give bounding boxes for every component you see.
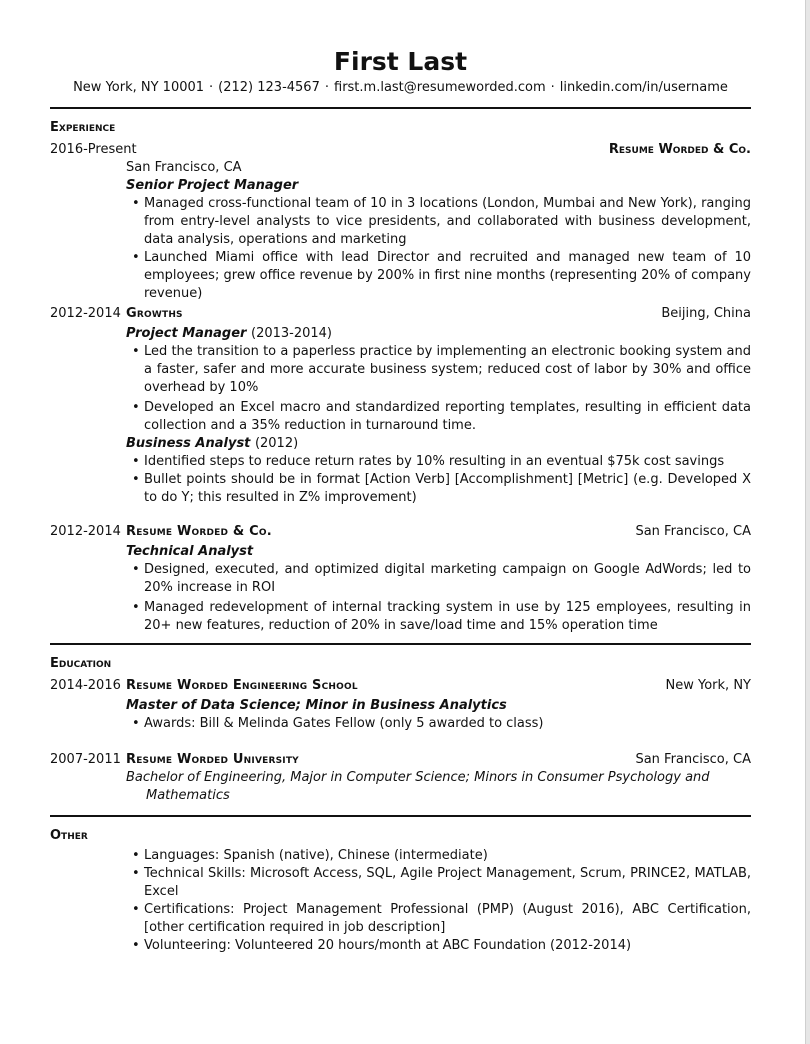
experience-entry: [50, 141, 751, 303]
bullet-item: • Certifications: Project Management Professional (PMP) (August 2016), ABC Certification, [other certification required in job description]: [126, 901, 751, 937]
entry-dates: 2007-2011: [50, 752, 121, 767]
experience-entry: [50, 305, 751, 507]
bullet-item: • Developed an Excel macro and standardized reporting templates, resulting in efficient data collection and a 35% reduction in turnaround time.: [126, 399, 751, 435]
bullet-list: [126, 343, 751, 435]
entry-dates: 2012-2014: [50, 306, 121, 321]
bullet-item: • Managed cross-functional team of 10 in 3 locations (London, Mumbai and New York), ranging from entry-level analysts to vice presidents, and collaborated with business development, data analysis, operations and marketing: [126, 195, 751, 249]
page-edge-shadow: [805, 0, 810, 1044]
education-entry: [50, 677, 751, 733]
entry-role: [126, 325, 751, 343]
entry-degree: Bachelor of Engineering, Major in Computer Science; Minors in Consumer Psychology and Mathematics: [126, 770, 710, 803]
contact-line: [50, 79, 751, 97]
bullet-list: [126, 195, 751, 303]
entry-role: Technical Analyst: [126, 544, 254, 559]
entry-organization: Resume Worded & Co.: [608, 142, 751, 157]
education-section-title: Education: [50, 656, 112, 671]
entry-location: San Francisco, CA: [635, 524, 751, 539]
bullet-item: • Languages: Spanish (native), Chinese (intermediate): [126, 847, 751, 865]
entry-body: [126, 543, 751, 635]
entry-dates: 2016-Present: [50, 142, 137, 157]
bullet-item: • Led the transition to a paperless practice by implementing an electronic booking system and a faster, safer and more accurate business system; reduced cost of labor by 30% and office overhead by 10%: [126, 343, 751, 397]
bullet-item: • Identified steps to reduce return rates by 10% resulting in an eventual $75k cost savings: [126, 453, 751, 471]
contact-separator: ·: [209, 80, 214, 95]
experience-section-title: Experience: [50, 120, 116, 135]
entry-dates: 2012-2014: [50, 524, 121, 539]
entry-header-row: [50, 751, 751, 769]
entry-role: [126, 435, 751, 453]
contact-linkedin[interactable]: linkedin.com/in/username: [559, 80, 728, 95]
bullet-list: [126, 847, 751, 955]
section-divider: [50, 815, 751, 817]
contact-separator: ·: [550, 80, 555, 95]
entry-school: Resume Worded University: [126, 752, 299, 767]
entry-organization: Resume Worded & Co.: [126, 524, 272, 539]
entry-role: Senior Project Manager: [126, 178, 299, 193]
entry-organization: Growths: [126, 306, 183, 321]
resume-page: [50, 40, 751, 955]
role-dates: (2013-2014): [251, 326, 333, 341]
entry-body: [126, 325, 751, 507]
entry-location: Beijing, China: [661, 306, 751, 321]
section-divider: [50, 643, 751, 645]
entry-school: Resume Worded Engineering School: [126, 678, 358, 693]
contact-separator: ·: [324, 80, 329, 95]
entry-degree: Master of Data Science; Minor in Business Analytics: [126, 698, 507, 713]
bullet-item: • Awards: Bill & Melinda Gates Fellow (only 5 awarded to class): [126, 715, 751, 733]
role-title: Project Manager: [126, 326, 247, 341]
entry-body: [126, 697, 751, 733]
bullet-list: [126, 453, 751, 507]
role-title: Business Analyst: [126, 436, 251, 451]
entry-location: San Francisco, CA: [126, 160, 242, 175]
education-entry: [50, 751, 751, 805]
entry-body: [126, 159, 751, 303]
entry-header-row: [50, 677, 751, 695]
candidate-name: First Last: [333, 47, 468, 76]
entry-dates: 2014-2016: [50, 678, 121, 693]
bullet-item: • Technical Skills: Microsoft Access, SQL, Agile Project Management, Scrum, PRINCE2, MATLAB, Excel: [126, 865, 751, 901]
bullet-item: • Volunteering: Volunteered 20 hours/month at ABC Foundation (2012-2014): [126, 937, 751, 955]
section-divider: [50, 107, 751, 109]
bullet-item: • Bullet points should be in format [Action Verb] [Accomplishment] [Metric] (e.g. Developed X to do Y; this resulted in Z% improvement): [126, 471, 751, 507]
contact-phone[interactable]: (212) 123-4567: [218, 80, 320, 95]
bullet-list: [126, 715, 751, 733]
contact-location: New York, NY 10001: [73, 80, 205, 95]
experience-entry: [50, 523, 751, 635]
bullet-item: • Managed redevelopment of internal tracking system in use by 125 employees, resulting in 20+ new features, reduction of 20% in save/load time and 15% operation time: [126, 599, 751, 635]
entry-location: New York, NY: [665, 678, 751, 693]
bullet-item: • Launched Miami office with lead Director and recruited and managed new team of 10 employees; grew office revenue by 200% in first nine months (representing 20% of company revenue): [126, 249, 751, 303]
bullet-list: [126, 561, 751, 635]
contact-email[interactable]: first.m.last@resumeworded.com: [334, 80, 546, 95]
entry-location: San Francisco, CA: [635, 752, 751, 767]
entry-header-row: [50, 523, 751, 541]
bullet-item: • Designed, executed, and optimized digital marketing campaign on Google AdWords; led to 20% increase in ROI: [126, 561, 751, 597]
entry-header-row: [50, 305, 751, 323]
entry-body: [126, 769, 751, 805]
other-section-title: Other: [50, 828, 88, 843]
role-dates: (2012): [254, 436, 299, 451]
entry-header-row: [50, 141, 751, 159]
